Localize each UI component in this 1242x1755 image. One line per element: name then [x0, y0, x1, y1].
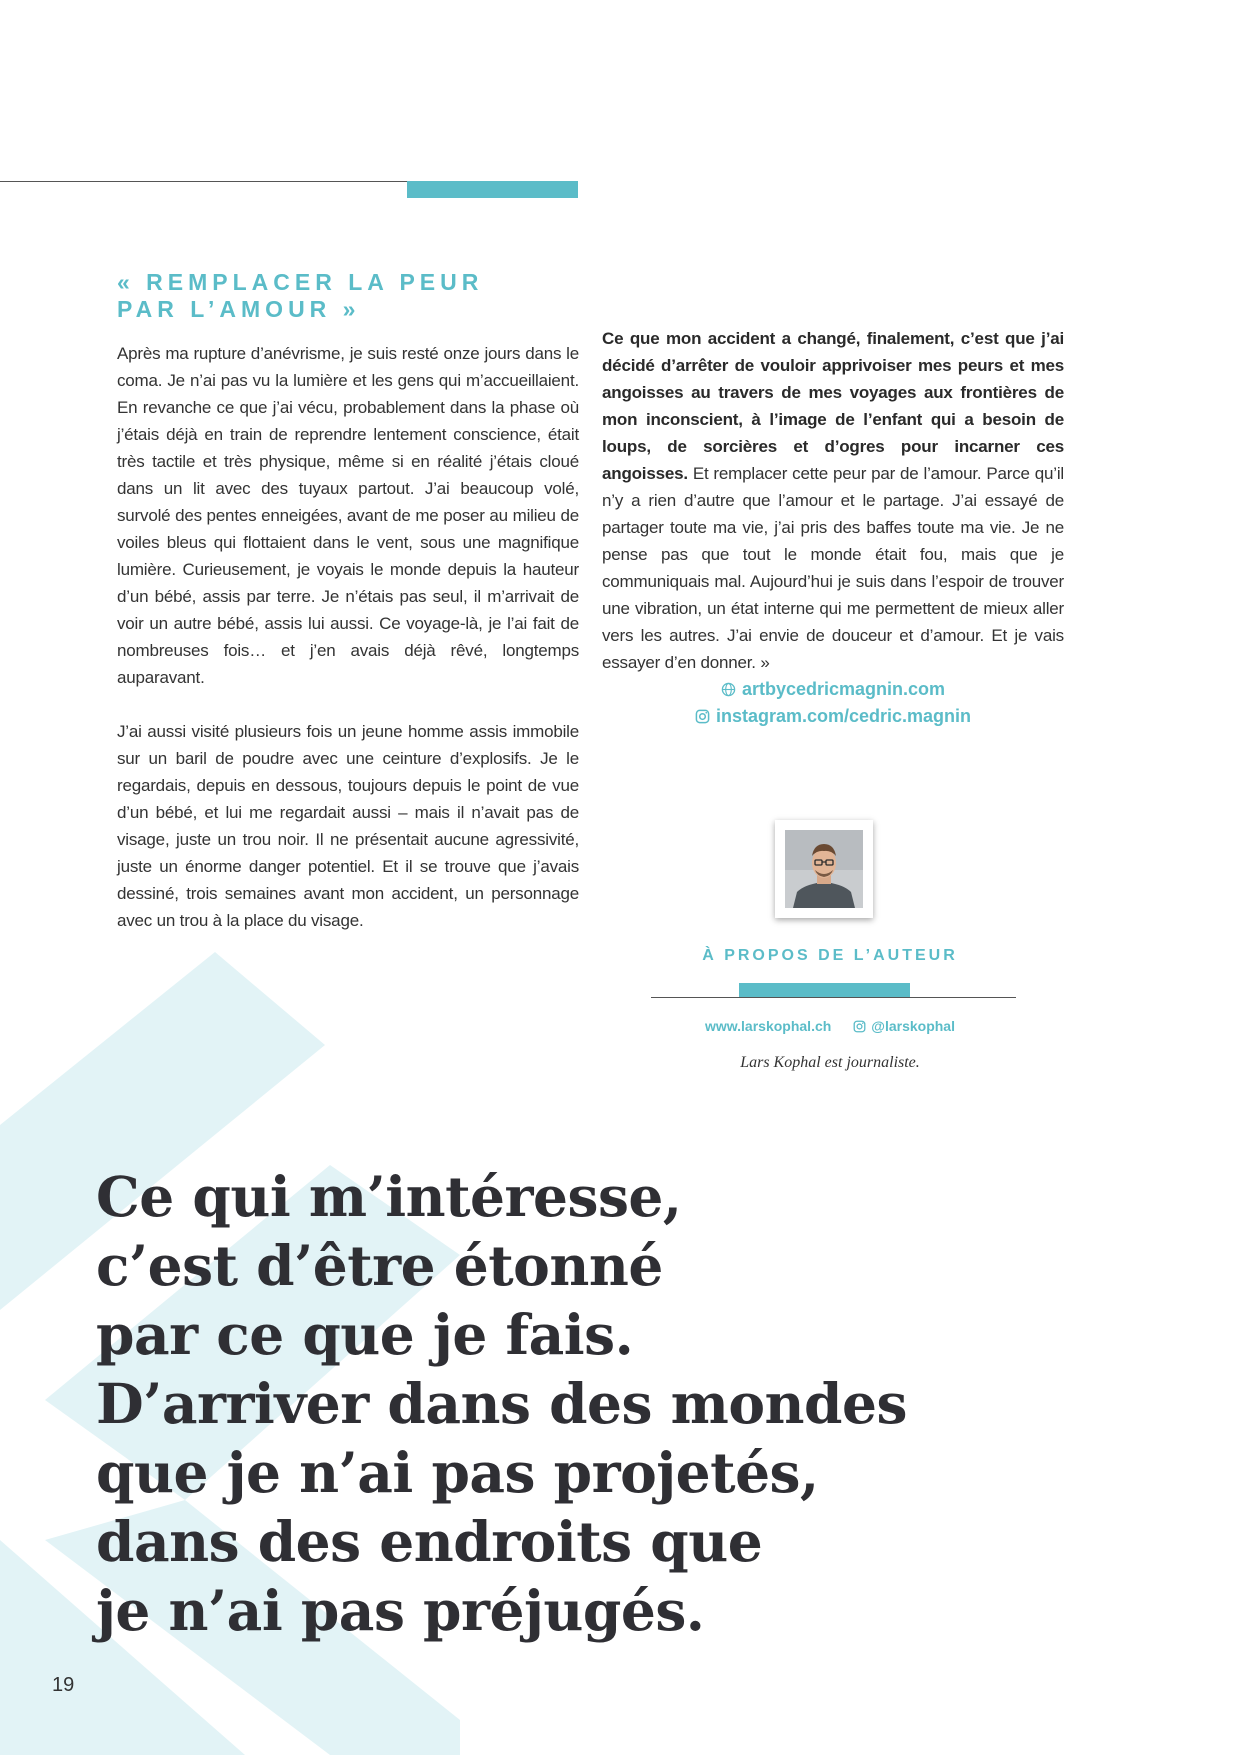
section-heading-line-2: PAR L’AMOUR » [117, 296, 361, 322]
right-paragraph-regular: Et remplacer cette peur par de l’amour. Parce qu’il n’y a rien d’autre que l’amour et le partage. J’ai essayé de partager toute ma vie, j’ai pris des baffes toute ma vie. Je ne pense pas que tout le monde était fou, mais que je communiquais mal. Aujourd’hui je suis dans l’espoir de trouver une vibration, un état interne qui me permettent de mieux aller vers les autres. J’ai envie de douceur et d’amour. Et je vais essayer d’en donner. » [602, 464, 1064, 672]
author-instagram-text: @larskophal [871, 1018, 955, 1034]
author-photo [785, 830, 863, 908]
pull-quote-line-6: dans des endroits que [96, 1509, 763, 1574]
artist-instagram-text: instagram.com/cedric.magnin [715, 706, 972, 726]
artist-instagram-link[interactable] [600, 703, 1066, 730]
pull-quote-line-7: je n’ai pas préjugés. [96, 1578, 705, 1643]
pull-quote [96, 1162, 996, 1645]
left-paragraph-1: Après ma rupture d’anévrisme, je suis resté onze jours dans le coma. Je n’ai pas vu la lumière et les gens qui m’accueillaient. En revanche ce que j’ai vécu, probablement dans la phase où j’étais déjà en train de reprendre lentement conscience, était très tactile et très physique, même si en réalité j’étais cloué dans un lit avec des tuyaux partout. J’ai beaucoup volé, survolé des pentes enneigées, avant de me poser au milieu de voiles bleus qui flottaient dans le vent, sous une magnifique lumière. Curieusement, je voyais le monde depuis la hauteur d’un bébé, assis par terre. Je n’étais pas seul, il m’arrivait de voir un autre bébé, assis lui aussi. Ce voyage-là, je l’ai fait de nombreuses fois… et j’en avais déjà rêvé, longtemps auparavant. [117, 344, 579, 687]
artist-links [600, 676, 1066, 730]
page-number: 19 [52, 1674, 75, 1696]
author-instagram-link[interactable] [853, 1018, 955, 1034]
section-heading [117, 269, 587, 323]
left-paragraph-2: J’ai aussi visité plusieurs fois un jeune homme assis immobile sur un baril de poudre avec une ceinture d’explosifs. Je le regardais, depuis en dessous, toujours depuis le point de vue d’un bébé, et lui me regardait aussi – mais il n’avait pas de visage, juste un trou noir. Il ne présentait aucune agressivité, juste un énorme danger potentiel. Et il se trouve que j’avais dessiné, trois semaines avant mon accident, un personnage avec un trou à la place du visage. [117, 722, 579, 930]
about-author-title: À PROPOS DE L’AUTEUR [702, 947, 958, 964]
section-heading-line-1: « REMPLACER LA PEUR [117, 269, 484, 295]
instagram-icon [695, 709, 710, 724]
instagram-icon [853, 1020, 866, 1033]
right-paragraph [602, 325, 1064, 676]
author-links [650, 1018, 1010, 1034]
pull-quote-line-3: par ce que je fais. [96, 1302, 634, 1367]
left-column [117, 340, 579, 961]
pull-quote-line-4: D’arriver dans des mondes [96, 1371, 907, 1436]
artist-website-link[interactable] [600, 676, 1066, 703]
author-photo-frame [775, 820, 873, 918]
right-paragraph-bold: Ce que mon accident a changé, finalement, c’est que j’ai décidé d’arrêter de vouloir apprivoiser mes peurs et mes angoisses au travers de mes voyages aux frontières de mon inconscient, à l’image de l’enfant qui a besoin de loups, de sorcières et d’ogres pour incarner ces angoisses. [602, 329, 1064, 483]
about-accent-bar [739, 983, 910, 998]
author-website-link[interactable]: www.larskophal.ch [705, 1018, 832, 1034]
about-rule [651, 997, 1016, 998]
pull-quote-line-5: que je n’ai pas projetés, [96, 1440, 819, 1505]
pull-quote-line-1: Ce qui m’intéresse, [96, 1164, 682, 1229]
right-column [602, 325, 1064, 703]
author-bio: Lars Kophal est journaliste. [740, 1054, 920, 1071]
artist-website-text: artbycedricmagnin.com [741, 679, 946, 699]
globe-icon [721, 682, 736, 697]
top-accent-bar [407, 181, 578, 198]
pull-quote-line-2: c’est d’être étonné [96, 1233, 663, 1298]
